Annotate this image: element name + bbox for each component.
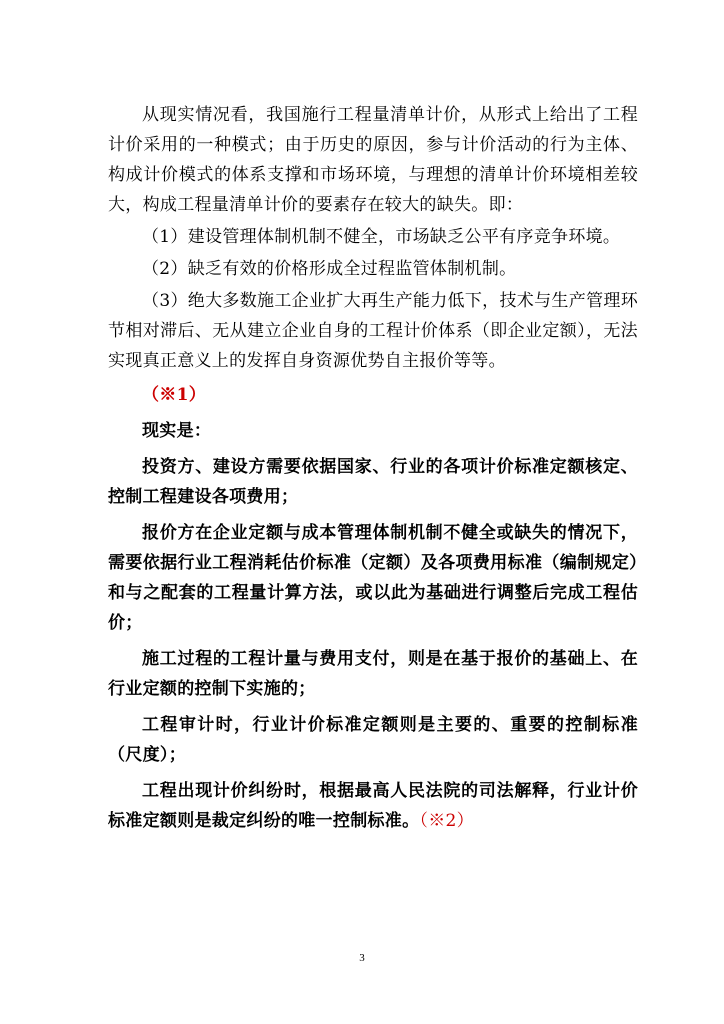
list-item-2: （2）缺乏有效的价格形成全过程监管体制机制。 xyxy=(142,259,517,279)
footnote-marker-1: （※1） xyxy=(142,385,207,405)
reality-point-2: 报价方在企业定额与成本管理体制机制不健全或缺失的情况下，需要依据行业工程消耗估价标准（定额）及各项费用标准（编制规定）和与之配套的工程量计算方法，或以此为基础进行调整后完成工程估价； xyxy=(108,523,638,633)
reality-point-3: 施工过程的工程计量与费用支付，则是在基于报价的基础上、在行业定额的控制下实施的； xyxy=(108,649,638,699)
intro-paragraph: 从现实情况看，我国施行工程量清单计价，从形式上给出了工程计价采用的一种模式；由于历史的原因，参与计价活动的行为主体、构成计价模式的体系支撑和市场环境，与理想的清单计价环境相差较大，构成工程量清单计价的要素存在较大的缺失。即： xyxy=(108,105,638,215)
list-item-3: （3）绝大多数施工企业扩大再生产能力低下，技术与生产管理环节相对滞后、无从建立企业自身的工程计价体系（即企业定额），无法实现真正意义上的发挥自身资源优势自主报价等等。 xyxy=(108,291,638,371)
page-body xyxy=(108,100,638,836)
reality-point-4: 工程审计时，行业计价标准定额则是主要的、重要的控制标准（尺度）； xyxy=(108,715,638,765)
reality-point-5-text: 工程出现计价纠纷时，根据最高人民法院的司法解释，行业计价标准定额则是裁定纠纷的唯一控制标准。 xyxy=(108,781,638,831)
reality-point-5 xyxy=(108,776,638,836)
page-number: 3 xyxy=(359,952,365,964)
reality-heading: 现实是： xyxy=(142,421,212,441)
list-item-1: （1）建设管理体制机制不健全，市场缺乏公平有序竞争环境。 xyxy=(142,227,621,247)
reality-point-1: 投资方、建设方需要依据国家、行业的各项计价标准定额核定、控制工程建设各项费用； xyxy=(108,457,638,507)
footnote-marker-2: （※2） xyxy=(419,811,474,831)
